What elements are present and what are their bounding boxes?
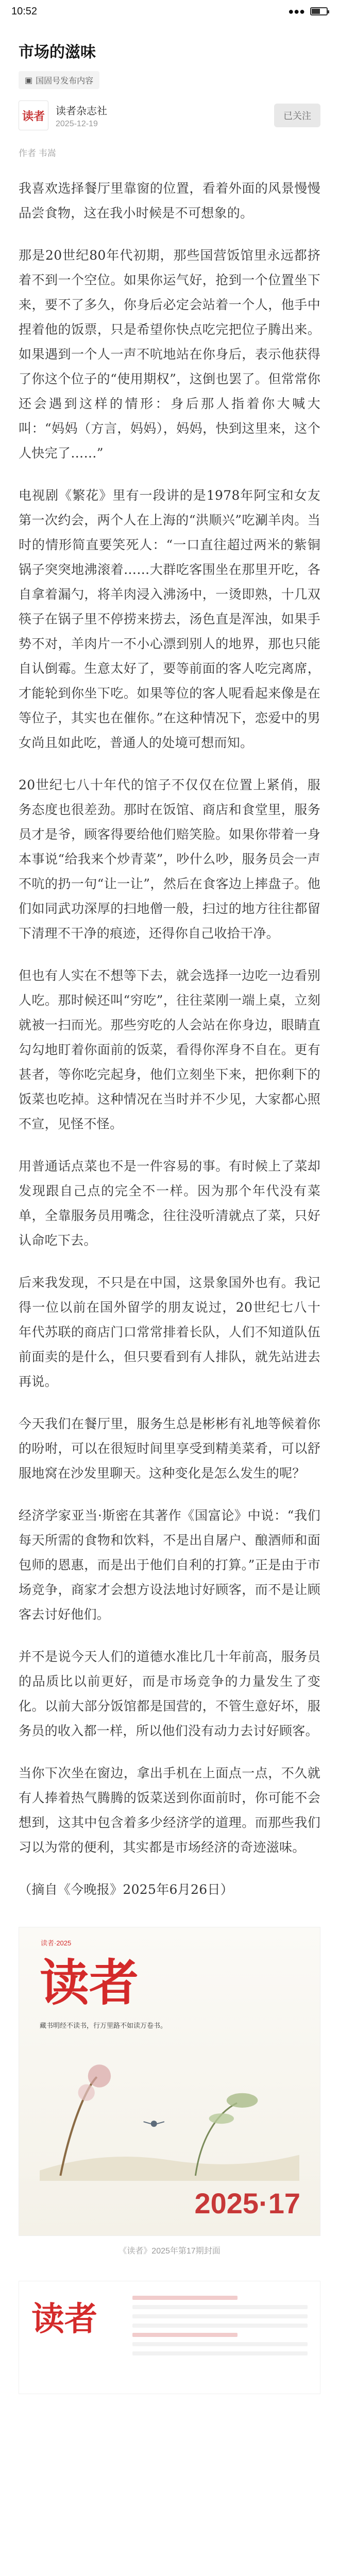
wifi-icon: ●●● <box>288 6 305 16</box>
preview-line <box>132 2296 238 2300</box>
article <box>0 23 339 2394</box>
paragraph: 用普通话点菜也不是一件容易的事。有时候上了菜却发现跟自己点的完全不一样。因为那个年代没有菜单，全靠服务员用嘴念，往往没听清就点了菜，只好认命吃下去。 <box>19 1159 320 1248</box>
citation: （摘自《今晚报》2025年6月26日） <box>19 1882 234 1897</box>
paragraph: 电视剧《繁花》里有一段讲的是1978年阿宝和女友第一次约会，两个人在上海的“洪顺兴”吃涮羊肉。当时的情形简直要笑死人：“一口直往超过两米的紫铜锅子突突地沸滚着……大群吃客围坐在那里开吃，各自拿着漏勺，将羊肉浸入沸汤中，一烫即熟，十几双筷子在锅子里不停捞来捞去，汤色直是浑浊，如果手势不对，羊肉片一不小心漂到别人的地界，那也只能自认倒霉。生意太好了，要等前面的客人吃完离席，才能轮到你坐下吃。如果等位的客人呢看起来像是在等位子，其实也在催你。”在这种情况下，恋爱中的男女尚且如此吃，普通人的处境可想而知。 <box>19 488 320 750</box>
cover-masthead <box>40 1944 139 2014</box>
article-title: 市场的滋味 <box>19 44 96 61</box>
status-time: 10:52 <box>11 5 38 17</box>
paragraph: 我喜欢选择餐厅里靠窗的位置，看着外面的风景慢慢品尝食物，这在我小时候是不可想象的。 <box>19 181 320 221</box>
cover-tagline: 藏书明经不读书，行万里路不如读万卷书。 <box>40 2022 167 2029</box>
battery-fill <box>312 9 320 14</box>
doc-icon: ▣ <box>25 76 33 85</box>
status-bar <box>0 0 339 23</box>
paragraph: 经济学家亚当·斯密在其著作《国富论》中说：“我们每天所需的食物和饮料，不是出自屠户、酿酒师和面包师的恩惠，而是出于他们自利的打算。”正是由于市场竞争，商家才会想方设法地讨好顾客，而不是让顾客去讨好他们。 <box>19 1508 320 1622</box>
paragraph: 后来我发现，不只是在中国，这景象国外也有。我记得一位以前在国外留学的朋友说过，20世纪七八十年代苏联的商店门口常常排着长队，人们不知道队伍前面卖的是什么，但只要看到有人排队，就先站进去再说。 <box>19 1275 320 1389</box>
source-meta <box>56 103 267 129</box>
publish-tag <box>19 71 99 89</box>
paragraph: 并不是说今天人们的道德水准比几十年前高，服务员的品质比以前更好，而是市场竞争的力量发生了变化。以前大部分饭馆都是国营的，不管生意好坏，服务员的收入都一样，所以他们没有动力去讨好顾客。 <box>19 1649 320 1738</box>
preview-line <box>132 2314 308 2318</box>
cover-illustration <box>40 2046 299 2181</box>
status-icons <box>288 6 328 17</box>
paragraph: 那是20世纪80年代初期，那些国营饭馆里永远都挤着不到一个空位。如果你运气好，抢到一个位置坐下来，要不了多久，你身后必定会站着一个人，他手中捏着他的饭票，只是希望你快点吃完把位子腾出来。如果遇到一个人一声不吭地站在你身后，表示他获得了你这个位子的“使用期权”，这倒也罢了。但常常你还会遇到这样的情形：身后那人指着你大喊大叫：“妈妈（方言，妈妈），妈妈，快到这里来，这个人快完了……” <box>19 248 320 461</box>
paragraph: 但也有人实在不想等下去，就会选择一边吃一边看别人吃。那时候还叫“穷吃”，往往菜刚一端上桌，立刻就被一扫而光。那些穷吃的人会站在你身边，眼睛直勾勾地盯着你面前的饭菜，看得你浑身不自在。更有甚者，等你吃完起身，他们立刻坐下来，把你剩下的饭菜也吃掉。这种情况在当时并不少见，大家都心照不宣，见怪不怪。 <box>19 968 320 1131</box>
preview-line <box>132 2351 308 2355</box>
magazine-cover[interactable] <box>19 1927 320 2236</box>
preview-line <box>132 2333 238 2337</box>
source-logo: 读者 <box>19 100 48 130</box>
follow-button[interactable]: 已关注 <box>274 104 320 127</box>
cover-caption: 《读者》2025年第17期封面 <box>118 2247 221 2256</box>
publish-tag-label: 国固号发布内容 <box>36 77 94 86</box>
battery-icon <box>310 7 328 15</box>
preview-line <box>132 2305 308 2309</box>
magazine-page-preview[interactable] <box>19 2281 320 2394</box>
cover-small-title: 读者·2025 <box>41 1939 72 1947</box>
paragraph: 20世纪七八十年代的馆子不仅仅在位置上紧俏，服务态度也很差劲。那时在饭馆、商店和食堂里，服务员才是爷，顾客得要给他们赔笑脸。如果你带着一身本事说“给我来个炒青菜”，吵什么吵，服务员会一声不吭的扔一句“让一让”，然后在食客边上摔盘子。他们如同武功深厚的扫地僧一般，扫过的地方往往都留下清理不干净的痕迹，还得你自己收拾干净。 <box>19 777 320 941</box>
preview-line <box>132 2342 308 2346</box>
page-preview-lines <box>132 2296 308 2361</box>
cover-issue: 2025·17 <box>194 2187 300 2219</box>
cover-figure <box>19 1927 320 2256</box>
paragraph: 当你下次坐在窗边，拿出手机在上面点一点，不久就有人捧着热气腾腾的饭菜送到你面前时，你可能不会想到，这其中包含着多少经济学的道理。而那些我们习以为常的便利，其实都是市场经济的奇迹滋味。 <box>19 1766 320 1855</box>
source-date: 2025-12-19 <box>56 119 98 128</box>
page-preview-logo: 读者 <box>31 2300 97 2338</box>
source-card[interactable] <box>19 100 320 130</box>
article-body <box>19 176 320 1902</box>
source-name: 读者杂志社 <box>56 105 107 117</box>
paragraph: 今天我们在餐厅里，服务生总是彬彬有礼地等候着你的吩咐，可以在很短时间里享受到精美菜肴，可以舒服地窝在沙发里聊天。这种变化是怎么发生的呢？ <box>19 1416 320 1481</box>
preview-line <box>132 2324 308 2328</box>
author-line: 作者 韦嵩 <box>19 148 56 158</box>
cover-logo: 读者 <box>40 1954 139 2012</box>
